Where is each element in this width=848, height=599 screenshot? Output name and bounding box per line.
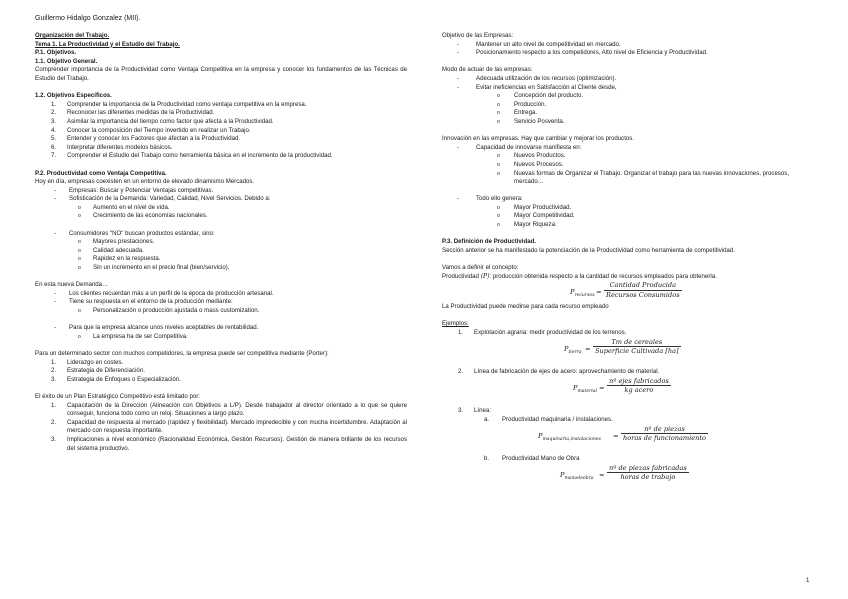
formula-mano-obra: $P_{manodeobra}$ = nº de piezas fabricadas horas de trabajo bbox=[560, 463, 687, 482]
list-item: o Personalización o producción ajustada o mass customization. bbox=[78, 307, 260, 314]
ejemplo-1: 1. Explotación agraria: medir productividad de los terrenos. bbox=[458, 329, 627, 336]
list-item: o Mayor Competitividad. bbox=[497, 212, 575, 220]
demanda-list bbox=[35, 290, 407, 316]
list-item: o Calidad adecuada. bbox=[78, 246, 144, 254]
specific-objectives-list bbox=[35, 101, 407, 161]
list-item: - Mantener un alto nivel de competitividad en mercado. bbox=[457, 40, 621, 48]
list-item: - Adecuada utilización de los recursos (optimización). bbox=[457, 74, 617, 82]
porter-intro: Para un determinado sector con muchos competidores, la empresa puede ser competitiva mediante (Porter): bbox=[35, 349, 329, 357]
ejemplo-3b: b. Productividad Mano de Obra bbox=[484, 455, 580, 463]
list-item: - Los clientes recuerdan más a un perfil de la época de producción artesanal. bbox=[54, 289, 274, 297]
list-item: 3. Implicaciones a nivel económico (Racionalidad Económica, Gestión Recursos). Gestión de manera brillante de los recursos del sistema productivo. bbox=[51, 435, 407, 452]
list-item: 1. Comprender la importancia de la Productividad como ventaja competitiva en la empresa. bbox=[51, 100, 307, 108]
modo-actuar-list bbox=[442, 75, 817, 127]
consumidores-list bbox=[35, 230, 407, 273]
demanda-intro: En esta nueva Demanda… bbox=[35, 281, 109, 289]
left-column bbox=[35, 32, 407, 453]
list-item: 2. Capacidad de respuesta al mercado (rapidez y flexibilidad). Mercado impredecible y con mucha incertidumbre. Adaptación al mercado con respuesta importante. bbox=[51, 418, 407, 435]
medida-recurso-text: La Productividad puede medirse para cada recurso empleado bbox=[442, 303, 609, 311]
document-title: Organización del Trabajo. bbox=[35, 32, 110, 39]
list-item: - Capacidad de innovarse manifiesta en: bbox=[457, 143, 582, 151]
formula-material: $P_{material}$ = nº ejes fabricados kg acero bbox=[573, 376, 669, 395]
innovacion-list bbox=[442, 144, 817, 187]
objetivo-empresas-intro: Objetivo de las Empresas: bbox=[442, 32, 514, 39]
list-item: - Empresas: Buscar y Potenciar Ventajas competitivas. bbox=[54, 186, 214, 194]
list-item: o Nuevas formas de Organizar el Trabajo. Organizar el trabajo para las nuevas innovaciones, procesos, mercado… bbox=[497, 169, 790, 186]
ventaja-intro: Hoy en día, empresas coexisten en un entorno de elevado dinamismo Mercados. bbox=[35, 178, 255, 186]
list-item: - Evitar ineficiencias en Satisfacción al Cliente desde, bbox=[457, 83, 617, 91]
ejemplo-3a: a. Productividad maquinaria / instalaciones. bbox=[484, 415, 613, 423]
formula-tierra: $P_{tierra}$ = Tm de cereales Superficie Cultivada [ha] bbox=[564, 337, 679, 356]
list-item: o Mayor Riqueza. bbox=[497, 221, 557, 229]
formula-maquinaria: $P_{maquinaria,instalaciones}$ = nº de piezas horas de funcionamiento bbox=[538, 424, 707, 443]
list-item: 2. Estrategia de Diferenciación. bbox=[51, 367, 145, 375]
right-column bbox=[442, 32, 817, 486]
list-item: o Nuevos Procesos. bbox=[497, 160, 564, 168]
list-item: 6. Interpretar diferentes modelos básicos. bbox=[51, 143, 173, 151]
list-item: 7. Comprender el Estudio del Trabajo como herramienta básica en el incremento de la productividad. bbox=[51, 152, 333, 160]
section-objetivo-general: 1.1. Objetivo General. bbox=[35, 57, 98, 65]
list-item: o Mayor Productividad. bbox=[497, 203, 572, 211]
section-definicion-productividad: P.3. Definición de Productividad. bbox=[442, 238, 537, 246]
list-item: 3. Estrategia de Enfoques o Especialización. bbox=[51, 375, 181, 383]
list-item: 1. Capacitación de la Dirección (Alineación con Objetivos a L/P). Desde trabajador al director orientado a lo que se quiere conseguir, funciona todo como un reloj. Situaciones a largo plazo. bbox=[51, 401, 407, 418]
list-item: o Concepción del producto. bbox=[497, 92, 584, 100]
rentabilidad-list bbox=[35, 324, 407, 341]
plan-intro: El éxito de un Plan Estratégico Competitivo está limitado por: bbox=[35, 392, 200, 400]
list-item: - Tiene su respuesta en el entorno de la producción mediante: bbox=[54, 298, 233, 306]
list-item: 4. Conocer la composición del Tiempo invertido en realizar un Trabajo. bbox=[51, 126, 251, 134]
list-item: o Aumento en el nivel de vida. bbox=[78, 203, 170, 211]
formula-recursos: $P_{recursos}$ = Cantidad Producida Recursos Consumidos bbox=[570, 281, 680, 299]
ejemplo-2: 2. Línea de fabricación de ejes de acero: aprovechamiento de material. bbox=[458, 368, 660, 376]
list-item: - Todo ello genera: bbox=[457, 195, 523, 203]
ejemplo-3: 3. Línea: bbox=[458, 407, 491, 415]
list-item: o Entrega. bbox=[497, 109, 538, 117]
list-item: 5. Entender y conocer los Factores que afectan a la Productividad. bbox=[51, 135, 241, 143]
objetivo-general-text: Comprender importancia de la Productividad como Ventaja Competitiva en la empresa y conocer los fundamentos de las Técnicas de Estudio del Trabajo. bbox=[35, 66, 407, 82]
list-item: o Nuevos Productos. bbox=[497, 152, 566, 160]
list-item: - Sofisticación de la Demanda: Variedad, Calidad, Nivel Servicios. Debido a: bbox=[54, 195, 271, 203]
todo-ello-list bbox=[442, 195, 817, 229]
list-item: - Posicionamiento respecto a los competidores, Alto nivel de Eficiencia y Productividad. bbox=[457, 49, 708, 57]
list-item: - Consumidores "NO" buscan productos estándar, sino: bbox=[54, 229, 215, 237]
list-item: 1. Liderazgo en costes. bbox=[51, 358, 124, 366]
section-objetivos: P.1. Objetivos. bbox=[35, 49, 77, 57]
list-item: o Servicio Posventa. bbox=[497, 117, 565, 125]
list-item: o Crecimiento de las economías nacionales. bbox=[78, 212, 208, 220]
list-item: - Para que la empresa alcance unos niveles aceptables de rentabilidad. bbox=[54, 324, 259, 332]
list-item: 3. Asimilar la importancia del tiempo como factor que afecta a la Productividad. bbox=[51, 117, 274, 125]
list-item: 2. Reconocer las diferentes medidas de la Productividad. bbox=[51, 109, 215, 117]
author-line: Guillermo Hidalgo Gonzalez (MII). bbox=[35, 15, 141, 22]
page-number: 1 bbox=[806, 577, 810, 584]
modo-actuar-intro: Modo de actuar de las empresas: bbox=[442, 66, 533, 74]
list-item: o Sin un incremento en el precio final (bien/servicio). bbox=[78, 264, 230, 272]
list-item: o Producción. bbox=[497, 100, 547, 108]
definicion-text: Sección anterior se ha manifestado la potenciación de la Productividad como herramienta de competitividad. bbox=[442, 246, 736, 254]
list-item: o Rapidez en la respuesta. bbox=[78, 255, 161, 263]
porter-list bbox=[35, 359, 407, 385]
list-item: o La empresa ha de ser Competitiva. bbox=[78, 332, 188, 340]
tema-heading: Tema 1. La Productividad y el Estudio del Trabajo. bbox=[35, 40, 180, 48]
section-objetivos-especificos: 1.2. Objetivos Específicos. bbox=[35, 92, 112, 100]
section-ventaja-competitiva: P.2. Productividad como Ventaja Competitiva. bbox=[35, 169, 167, 177]
objetivo-empresas-list bbox=[442, 41, 817, 58]
ventaja-list bbox=[35, 187, 407, 221]
plan-list bbox=[35, 402, 407, 454]
concepto-intro: Vamos a definir el concepto: bbox=[442, 264, 519, 272]
innovacion-intro: Innovación en las empresas. Hay que cambiar y mejorar los productos. bbox=[442, 135, 635, 143]
ejemplos-heading: Ejemplos: bbox=[442, 320, 469, 328]
list-item: o Mayores prestaciones. bbox=[78, 238, 155, 246]
concepto-text: Productividad (P): producción obtenida respecto a la cantidad de recursos empleados para obtenerla. bbox=[442, 272, 717, 280]
